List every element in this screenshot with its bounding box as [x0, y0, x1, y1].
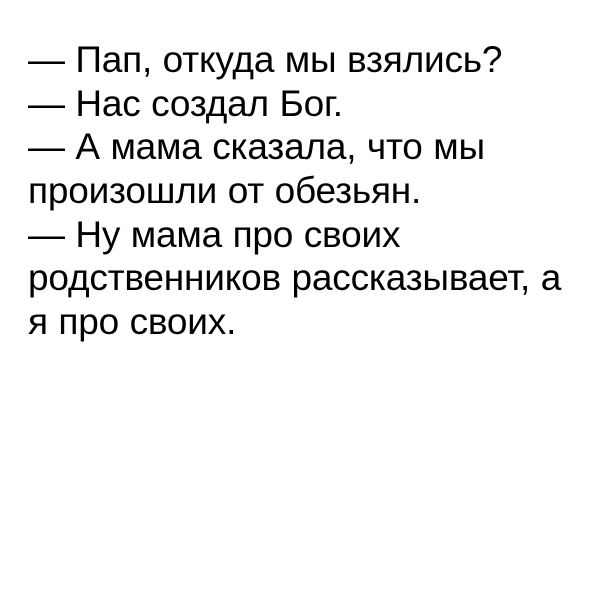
joke-line-3: — А мама сказала, что мы произошли от обезьян.	[28, 126, 496, 211]
joke-text-block	[28, 38, 580, 344]
joke-line-2: — Нас создал Бог.	[28, 82, 343, 124]
joke-line-1: — Пап, откуда мы взялись?	[28, 39, 503, 80]
joke-line-4: — Ну мама про своих родственников рассказывает, а я про своих.	[28, 213, 572, 342]
